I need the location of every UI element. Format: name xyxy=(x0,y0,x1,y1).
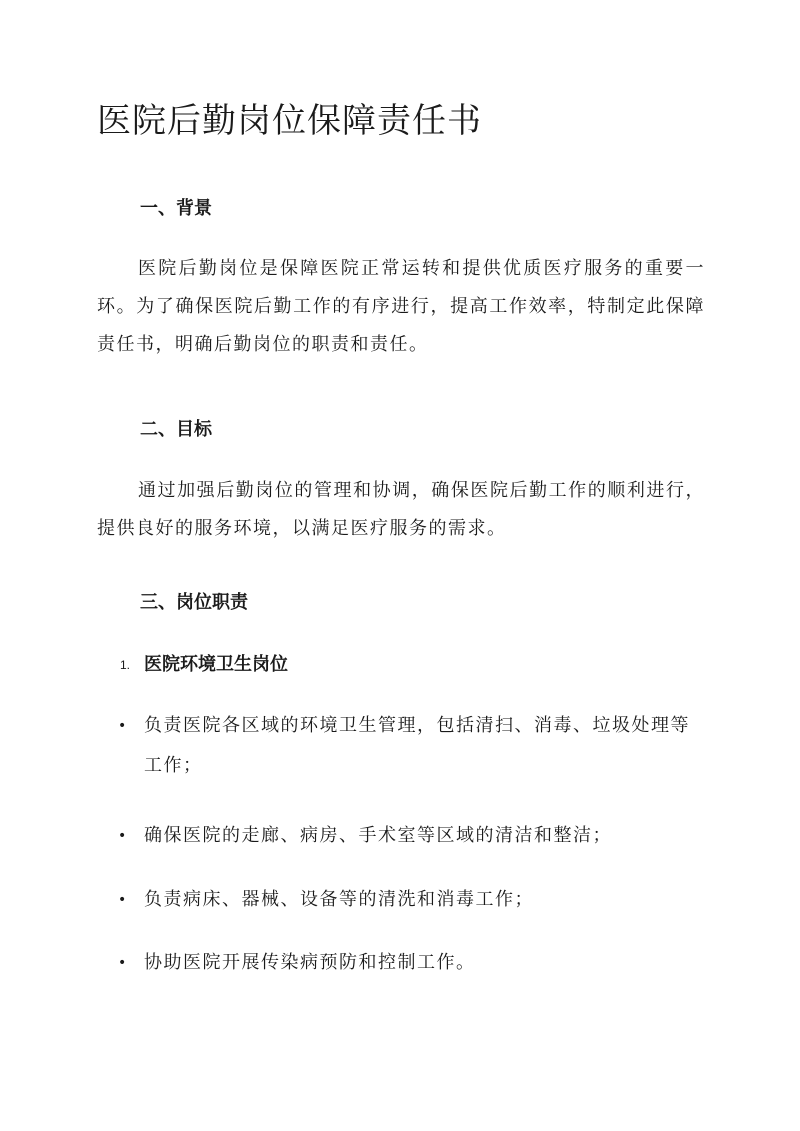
list-item-text: 负责医院各区域的环境卫生管理，包括清扫、消毒、垃圾处理等工作； xyxy=(144,715,690,776)
section-paragraph-goal: 通过加强后勤岗位的管理和协调，确保医院后勤工作的顺利进行，提供良好的服务环境，以满足医疗服务的需求。 xyxy=(97,480,705,539)
section-heading-duties: 三、岗位职责 xyxy=(140,592,248,613)
section-heading-background: 一、背景 xyxy=(140,198,212,219)
list-item xyxy=(118,706,698,786)
document-title: 医院后勤岗位保障责任书 xyxy=(97,101,482,141)
subsection-number: 1. xyxy=(120,658,131,672)
bullet-icon: • xyxy=(118,955,128,971)
bullet-icon: • xyxy=(118,892,128,908)
list-item xyxy=(118,943,698,983)
list-item-text: 负责病床、器械、设备等的清洗和消毒工作； xyxy=(144,889,534,910)
list-item-text: 协助医院开展传染病预防和控制工作。 xyxy=(144,952,476,973)
list-item xyxy=(118,816,698,856)
bullet-icon: • xyxy=(118,828,128,844)
bullet-icon: • xyxy=(118,718,128,734)
section-heading-goal: 二、目标 xyxy=(140,419,212,440)
subsection-title: 医院环境卫生岗位 xyxy=(144,654,288,675)
list-item xyxy=(118,880,698,920)
subsection-heading xyxy=(120,652,288,678)
section-paragraph-background: 医院后勤岗位是保障医院正常运转和提供优质医疗服务的重要一环。为了确保医院后勤工作的有序进行，提高工作效率，特制定此保障责任书，明确后勤岗位的职责和责任。 xyxy=(97,258,705,355)
list-item-text: 确保医院的走廊、病房、手术室等区域的清洁和整洁； xyxy=(144,825,612,846)
